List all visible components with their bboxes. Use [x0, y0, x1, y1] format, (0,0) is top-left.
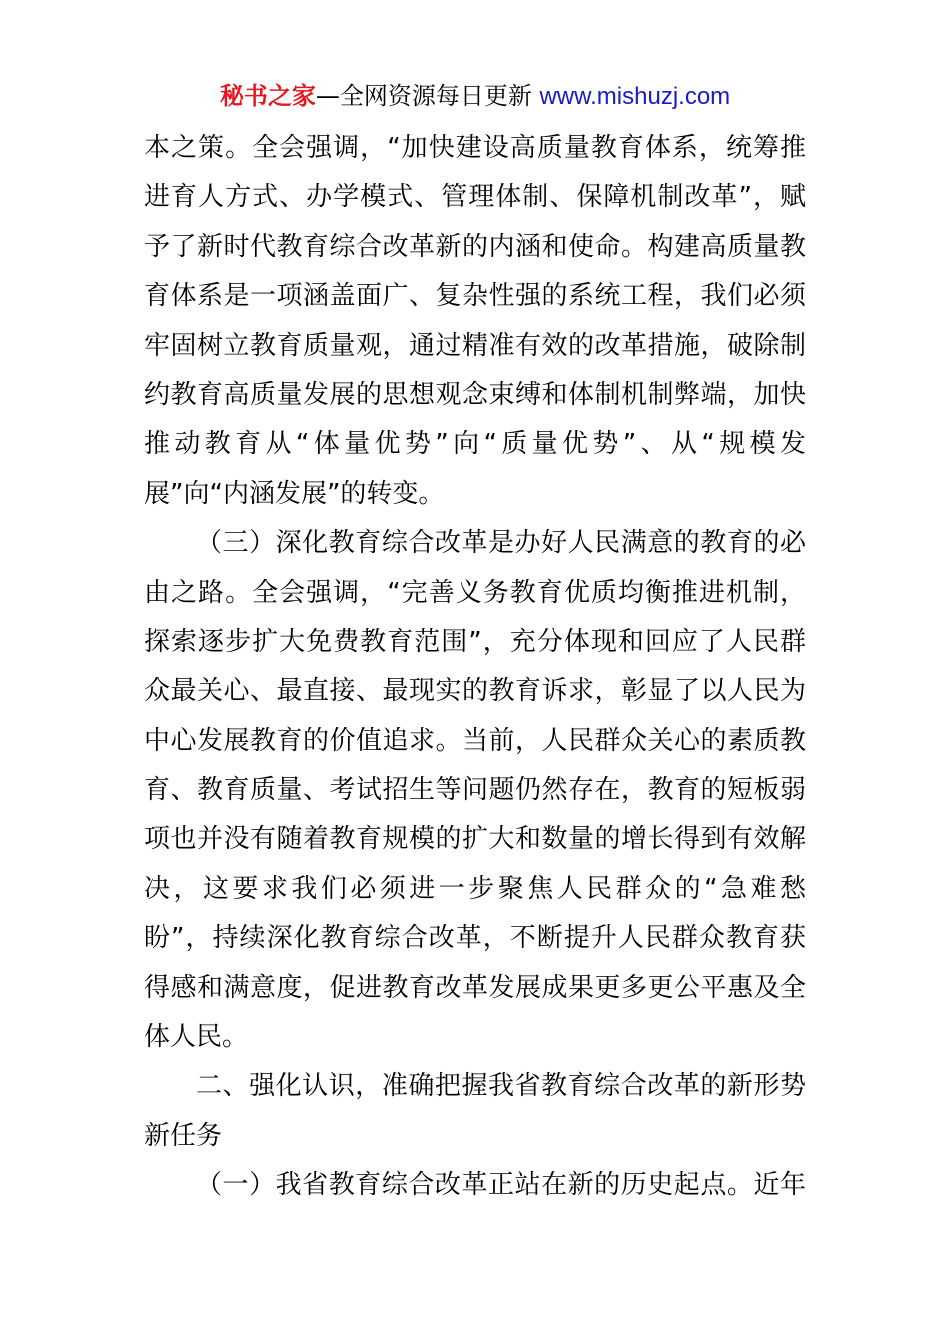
site-url-link[interactable]: www.mishuzj.com	[539, 83, 731, 110]
page-header	[0, 80, 950, 113]
text-line: 体人民。	[144, 1022, 249, 1053]
text-line: 育、教育质量、考试招生等问题仍然存在，教育的短板弱	[144, 775, 806, 806]
text-line: 探索逐步扩大免费教育范围”，充分体现和回应了人民群	[144, 626, 806, 657]
text-line: 牢固树立教育质量观，通过精准有效的改革措施，破除制	[144, 330, 806, 361]
text-line: 二、强化认识，准确把握我省教育综合改革的新形势	[196, 1071, 806, 1102]
text-line: 中心发展教育的价值追求。当前，人民群众关心的素质教	[144, 725, 806, 756]
text-line: 盼”，持续深化教育综合改革，不断提升人民群众教育获	[144, 923, 806, 954]
text-line: （一）我省教育综合改革正站在新的历史起点。近年	[196, 1170, 806, 1201]
text-line: 约教育高质量发展的思想观念束缚和体制机制弊端，加快	[144, 379, 806, 410]
text-line: 推动教育从“体量优势”向“质量优势”、从“规模发	[144, 429, 806, 460]
text-line: 进育人方式、办学模式、管理体制、保障机制改革”，赋	[144, 182, 806, 213]
text-line: 育体系是一项涵盖面广、复杂性强的系统工程，我们必须	[144, 281, 806, 312]
text-line: 展”向“内涵发展”的转变。	[144, 478, 445, 509]
text-line: 项也并没有随着教育规模的扩大和数量的增长得到有效解	[144, 824, 806, 855]
text-line: 由之路。全会强调，“完善义务教育优质均衡推进机制，	[144, 577, 806, 608]
site-brand: 秘书之家	[219, 82, 316, 110]
text-line: 众最关心、最直接、最现实的教育诉求，彰显了以人民为	[144, 676, 806, 707]
text-line: 本之策。全会强调，“加快建设高质量教育体系，统筹推	[144, 133, 806, 163]
text-line: 决，这要求我们必须进一步聚焦人民群众的“急难愁	[144, 873, 806, 904]
document-body	[144, 124, 806, 1211]
text-line: 得感和满意度，促进教育改革发展成果更多更公平惠及全	[144, 972, 806, 1003]
text-line: （三）深化教育综合改革是办好人民满意的教育的必	[196, 528, 806, 559]
text-line: 予了新时代教育综合改革新的内涵和使命。构建高质量教	[144, 231, 806, 262]
site-tagline: —全网资源每日更新	[315, 82, 540, 110]
text-line: 新任务	[144, 1120, 223, 1151]
